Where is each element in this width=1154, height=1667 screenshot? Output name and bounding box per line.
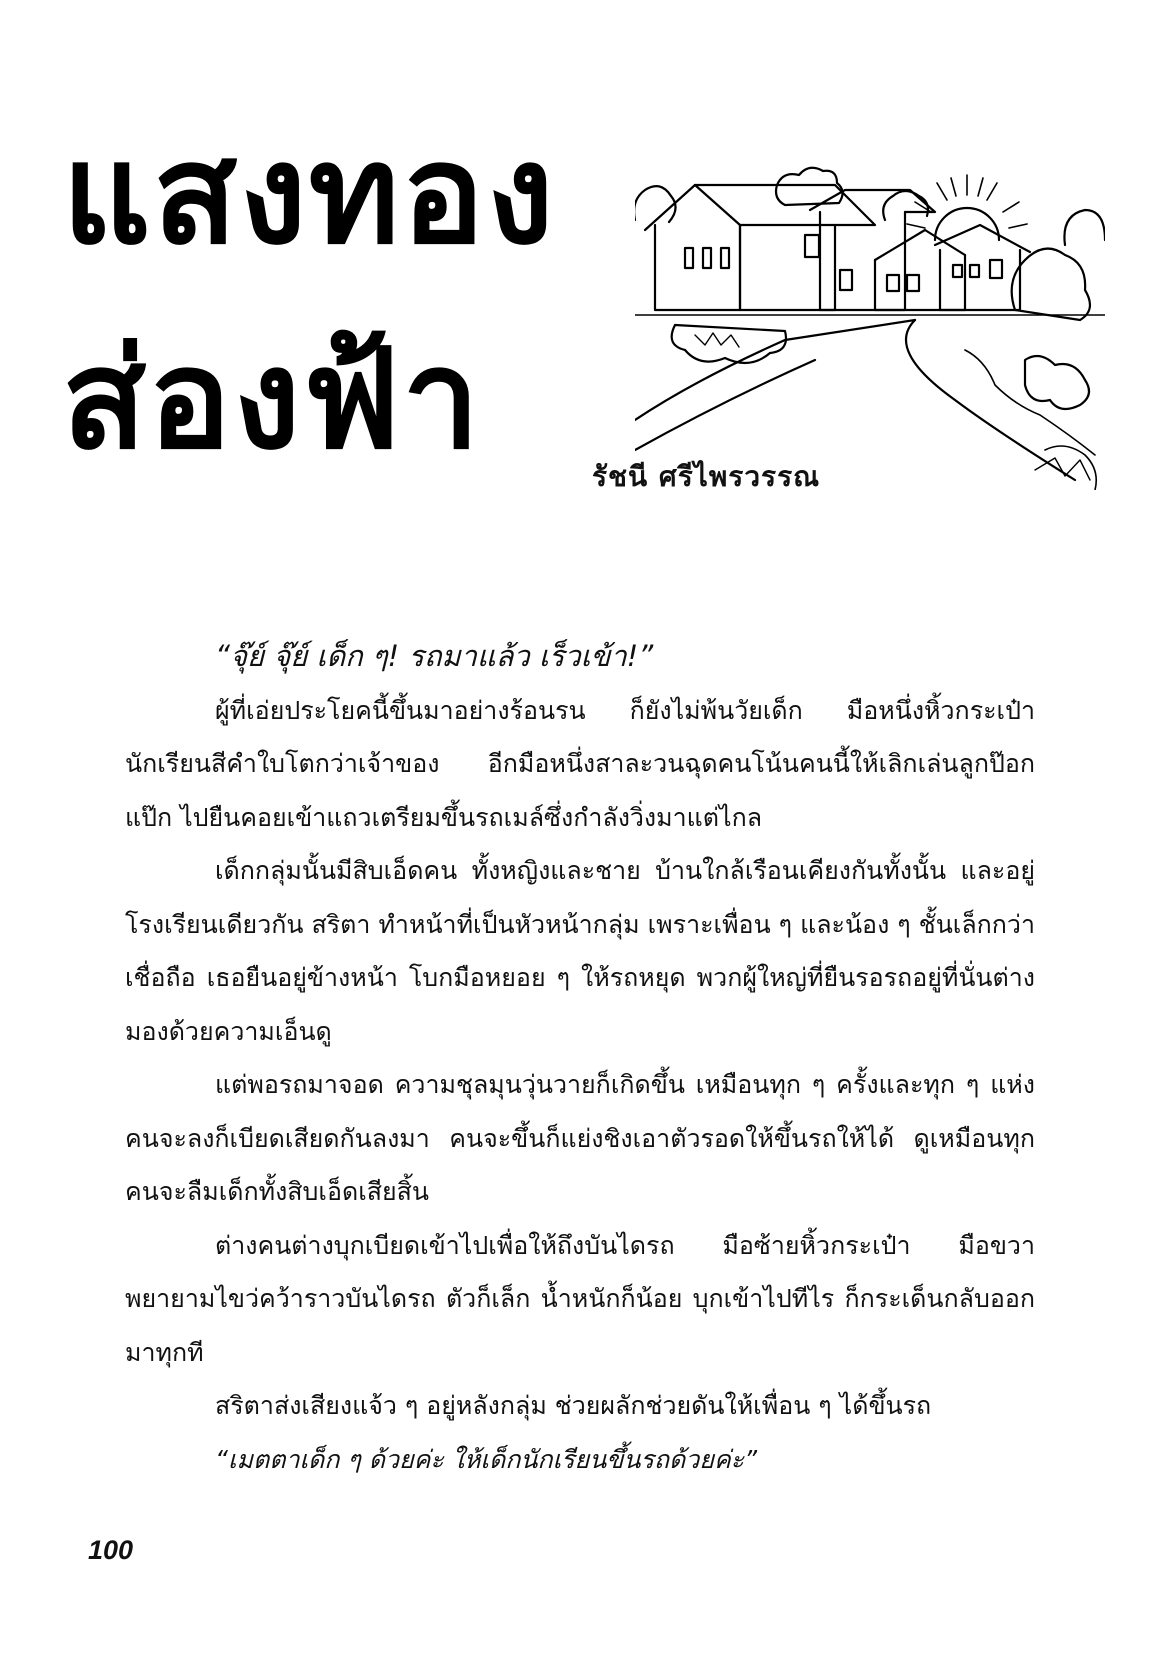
paragraph-5: สริตาส่งเสียงแจ้ว ๆ อยู่หลังกลุ่ม ช่วยผลักช่วยดันให้เพื่อน ๆ ได้ขึ้นรถ xyxy=(215,1391,932,1420)
author-name: รัชนี ศรีไพรวรรณ xyxy=(592,460,821,493)
story-body xyxy=(125,630,1035,1486)
opening-quote: “จุ๊ย์ จุ๊ย์ เด็ก ๆ! รถมาแล้ว เร็วเข้า!” xyxy=(215,639,654,673)
paragraph-4: ต่างคนต่างบุกเบียดเข้าไปเพื่อให้ถึงบันไดรถ มือซ้ายหิ้วกระเป๋า มือขวาพยายามไขว่คว้าราวบันไดรถ ตัวก็เล็ก น้ำหนักก็น้อย บุกเข้าไปทีไร ก็กระเด็นกลับออกมาทุกที xyxy=(125,1230,1035,1367)
paragraph-3: แต่พอรถมาจอด ความชุลมุนวุ่นวายก็เกิดขึ้น เหมือนทุก ๆ ครั้งและทุก ๆ แห่ง คนจะลงก็เบียดเสียดกันลงมา คนจะขึ้นก็แย่งชิงเอาตัวรอดให้ขึ้นรถให้ได้ ดูเหมือนทุกคนจะลืมเด็กทั้งสิบเอ็ดเสียสิ้น xyxy=(125,1070,1035,1206)
closing-quote: “เมตตาเด็ก ๆ ด้วยค่ะ ให้เด็กนักเรียนขึ้นรถด้วยค่ะ” xyxy=(215,1444,758,1474)
paragraph-2: เด็กกลุ่มนั้นมีสิบเอ็ดคน ทั้งหญิงและชาย บ้านใกล้เรือนเคียงกันทั้งนั้น และอยู่โรงเรียนเดียวกัน สริตา ทำหน้าที่เป็นหัวหน้ากลุ่ม เพราะเพื่อน ๆ และน้อง ๆ ชั้นเล็กกว่าเชื่อถือ เธอยืนอยู่ข้างหน้า โบกมือหยอย ๆ ให้รถหยุด พวกผู้ใหญ่ที่ยืนรอรถอยู่ที่นั่นต่างมองด้วยความเอ็นดู xyxy=(125,856,1035,1046)
story-title-line-1: แสงทอง xyxy=(62,112,556,275)
village-houses-illustration xyxy=(635,150,1105,490)
page-number: 100 xyxy=(88,1535,134,1565)
story-title-line-2: ส่องฟ้า xyxy=(62,317,482,480)
paragraph-1: ผู้ที่เอ่ยประโยคนี้ขึ้นมาอย่างร้อนรน ก็ยังไม่พ้นวัยเด็ก มือหนึ่งหิ้วกระเป๋านักเรียนสีคำใบโตกว่าเจ้าของ อีกมือหนึ่งสาละวนฉุดคนโน้นคนนี้ให้เลิกเล่นลูกป๊อกแป๊ก ไปยืนคอยเข้าแถวเตรียมขึ้นรถเมล์ซึ่งกำลังวิ่งมาแต่ไกล xyxy=(125,695,1035,832)
